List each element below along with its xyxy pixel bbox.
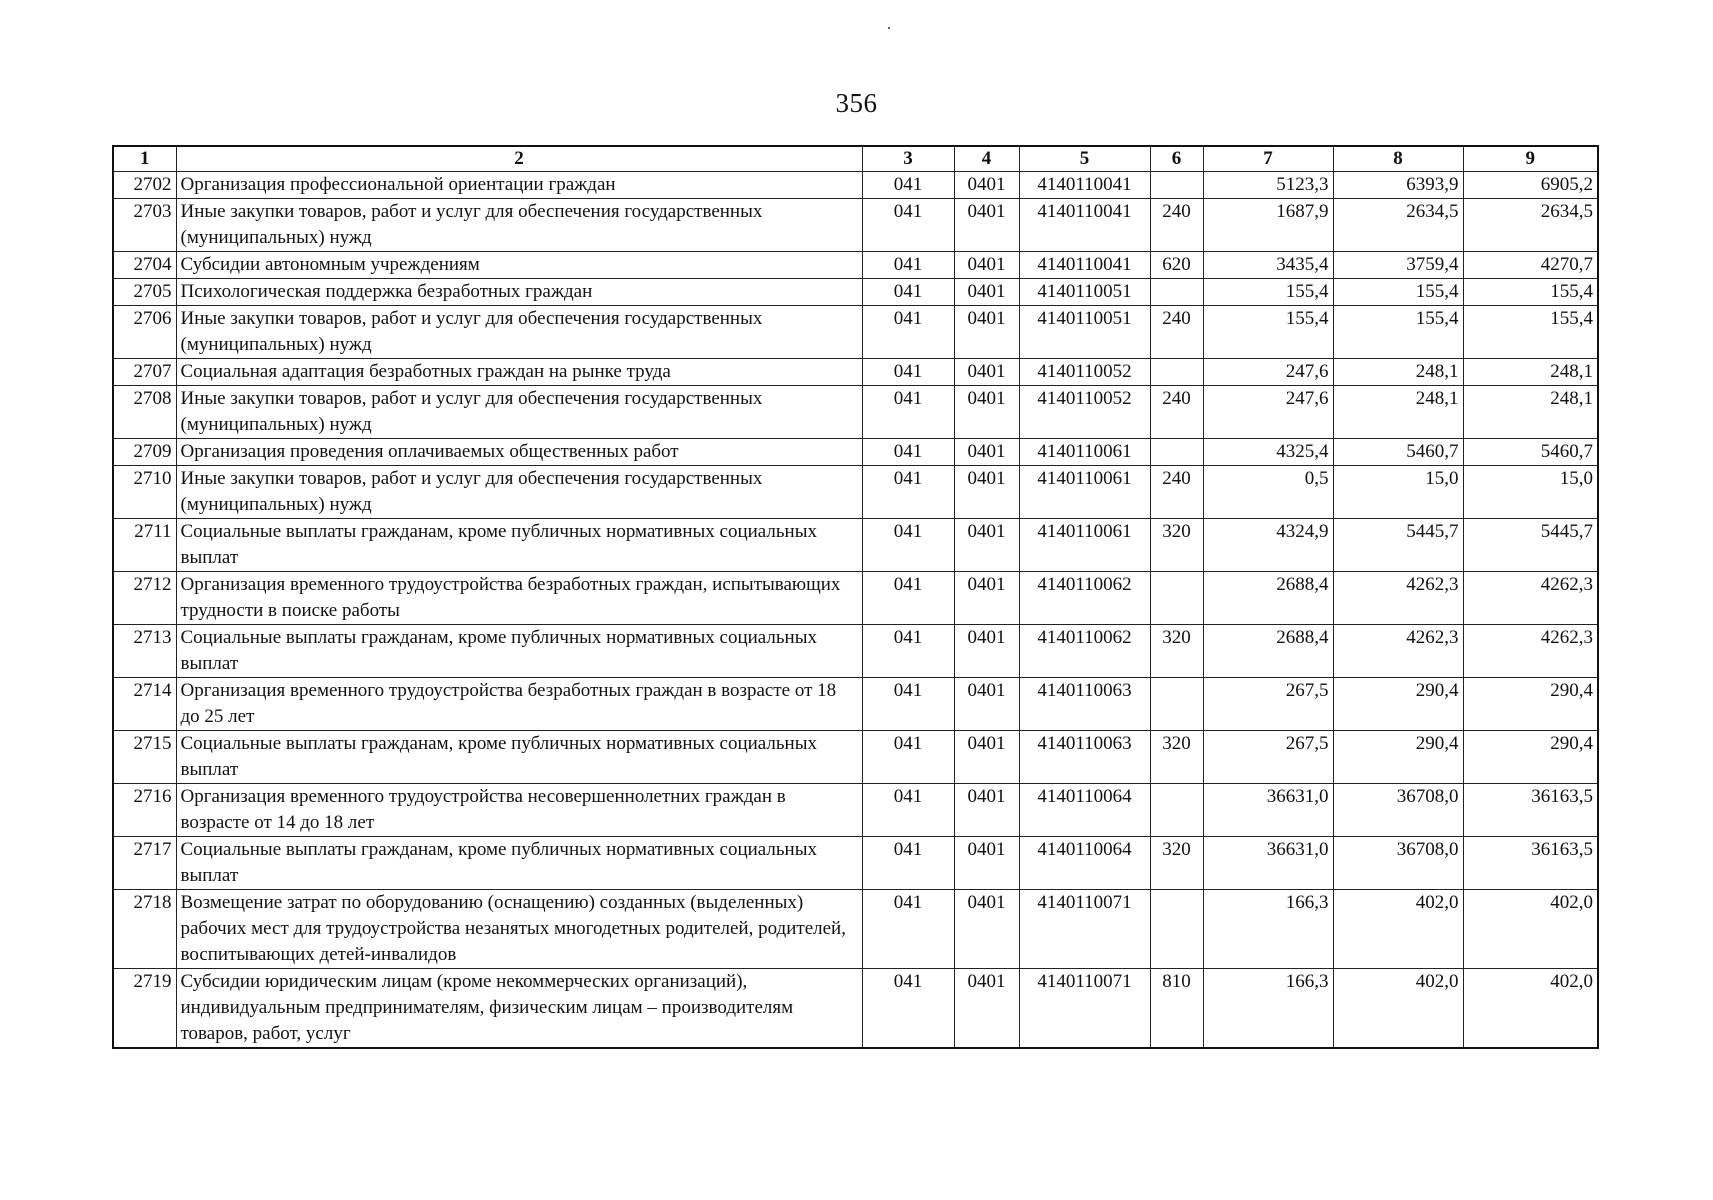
- target-article-code: 4140110052: [1019, 359, 1150, 386]
- scan-speck: [888, 27, 890, 29]
- amount-year-1: 155,4: [1203, 306, 1333, 359]
- amount-year-3: 290,4: [1463, 731, 1598, 784]
- amount-year-1: 0,5: [1203, 466, 1333, 519]
- header-col-4: 4: [954, 146, 1019, 172]
- expense-type-code: [1150, 172, 1203, 199]
- amount-year-3: 290,4: [1463, 678, 1598, 731]
- table-row: [113, 439, 1598, 466]
- amount-year-1: 267,5: [1203, 678, 1333, 731]
- amount-year-1: 36631,0: [1203, 784, 1333, 837]
- section-code: 0401: [954, 678, 1019, 731]
- amount-year-1: 5123,3: [1203, 172, 1333, 199]
- ministry-code: 041: [862, 731, 954, 784]
- row-description: Организация профессиональной ориентации граждан: [176, 172, 862, 199]
- ministry-code: 041: [862, 252, 954, 279]
- row-description: Иные закупки товаров, работ и услуг для обеспечения государственных (муниципальных) нужд: [176, 466, 862, 519]
- target-article-code: 4140110051: [1019, 306, 1150, 359]
- target-article-code: 4140110061: [1019, 519, 1150, 572]
- target-article-code: 4140110041: [1019, 199, 1150, 252]
- expense-type-code: [1150, 678, 1203, 731]
- row-description: Социальные выплаты гражданам, кроме публичных нормативных социальных выплат: [176, 625, 862, 678]
- section-code: 0401: [954, 199, 1019, 252]
- row-number: 2712: [113, 572, 176, 625]
- ministry-code: 041: [862, 572, 954, 625]
- amount-year-1: 155,4: [1203, 279, 1333, 306]
- table-row: [113, 678, 1598, 731]
- target-article-code: 4140110062: [1019, 625, 1150, 678]
- amount-year-1: 36631,0: [1203, 837, 1333, 890]
- row-description: Социальная адаптация безработных граждан на рынке труда: [176, 359, 862, 386]
- section-code: 0401: [954, 519, 1019, 572]
- table-row: [113, 731, 1598, 784]
- section-code: 0401: [954, 969, 1019, 1049]
- header-row: [113, 146, 1598, 172]
- section-code: 0401: [954, 466, 1019, 519]
- amount-year-2: 3759,4: [1333, 252, 1463, 279]
- header-col-8: 8: [1333, 146, 1463, 172]
- row-description: Иные закупки товаров, работ и услуг для обеспечения государственных (муниципальных) нужд: [176, 306, 862, 359]
- section-code: 0401: [954, 625, 1019, 678]
- row-description: Социальные выплаты гражданам, кроме публичных нормативных социальных выплат: [176, 519, 862, 572]
- expense-type-code: 320: [1150, 837, 1203, 890]
- target-article-code: 4140110061: [1019, 466, 1150, 519]
- header-col-6: 6: [1150, 146, 1203, 172]
- amount-year-1: 267,5: [1203, 731, 1333, 784]
- expense-type-code: [1150, 359, 1203, 386]
- section-code: 0401: [954, 386, 1019, 439]
- row-description: Субсидии юридическим лицам (кроме некоммерческих организаций), индивидуальным предпринимателям, физическим лицам – производителям товаров, работ, услуг: [176, 969, 862, 1049]
- table-body: [113, 172, 1598, 1049]
- amount-year-1: 247,6: [1203, 386, 1333, 439]
- amount-year-2: 5445,7: [1333, 519, 1463, 572]
- expense-type-code: 620: [1150, 252, 1203, 279]
- ministry-code: 041: [862, 784, 954, 837]
- ministry-code: 041: [862, 359, 954, 386]
- table-row: [113, 252, 1598, 279]
- amount-year-2: 402,0: [1333, 969, 1463, 1049]
- amount-year-3: 4262,3: [1463, 625, 1598, 678]
- target-article-code: 4140110063: [1019, 678, 1150, 731]
- amount-year-2: 290,4: [1333, 678, 1463, 731]
- target-article-code: 4140110051: [1019, 279, 1150, 306]
- row-number: 2704: [113, 252, 176, 279]
- header-col-1: 1: [113, 146, 176, 172]
- section-code: 0401: [954, 306, 1019, 359]
- row-description: Субсидии автономным учреждениям: [176, 252, 862, 279]
- row-number: 2719: [113, 969, 176, 1049]
- row-number: 2703: [113, 199, 176, 252]
- table-row: [113, 572, 1598, 625]
- ministry-code: 041: [862, 466, 954, 519]
- amount-year-3: 36163,5: [1463, 784, 1598, 837]
- expense-type-code: 320: [1150, 519, 1203, 572]
- row-number: 2718: [113, 890, 176, 969]
- row-description: Иные закупки товаров, работ и услуг для обеспечения государственных (муниципальных) нужд: [176, 386, 862, 439]
- table-row: [113, 466, 1598, 519]
- amount-year-3: 6905,2: [1463, 172, 1598, 199]
- amount-year-2: 2634,5: [1333, 199, 1463, 252]
- row-number: 2708: [113, 386, 176, 439]
- amount-year-2: 15,0: [1333, 466, 1463, 519]
- amount-year-2: 402,0: [1333, 890, 1463, 969]
- ministry-code: 041: [862, 519, 954, 572]
- amount-year-2: 36708,0: [1333, 784, 1463, 837]
- target-article-code: 4140110063: [1019, 731, 1150, 784]
- amount-year-3: 4262,3: [1463, 572, 1598, 625]
- amount-year-1: 166,3: [1203, 890, 1333, 969]
- amount-year-3: 248,1: [1463, 386, 1598, 439]
- row-number: 2711: [113, 519, 176, 572]
- ministry-code: 041: [862, 279, 954, 306]
- amount-year-1: 4324,9: [1203, 519, 1333, 572]
- section-code: 0401: [954, 572, 1019, 625]
- row-number: 2710: [113, 466, 176, 519]
- table-row: [113, 306, 1598, 359]
- expense-type-code: 810: [1150, 969, 1203, 1049]
- expense-type-code: 240: [1150, 466, 1203, 519]
- amount-year-3: 248,1: [1463, 359, 1598, 386]
- section-code: 0401: [954, 784, 1019, 837]
- row-description: Иные закупки товаров, работ и услуг для обеспечения государственных (муниципальных) нужд: [176, 199, 862, 252]
- row-number: 2707: [113, 359, 176, 386]
- header-col-7: 7: [1203, 146, 1333, 172]
- row-number: 2705: [113, 279, 176, 306]
- row-description: Организация временного трудоустройства несовершеннолетних граждан в возрасте от 14 до 18 лет: [176, 784, 862, 837]
- page-number: 356: [835, 88, 878, 118]
- ministry-code: 041: [862, 172, 954, 199]
- row-description: Социальные выплаты гражданам, кроме публичных нормативных социальных выплат: [176, 731, 862, 784]
- amount-year-1: 166,3: [1203, 969, 1333, 1049]
- row-number: 2713: [113, 625, 176, 678]
- target-article-code: 4140110052: [1019, 386, 1150, 439]
- target-article-code: 4140110071: [1019, 890, 1150, 969]
- amount-year-3: 4270,7: [1463, 252, 1598, 279]
- ministry-code: 041: [862, 678, 954, 731]
- row-number: 2714: [113, 678, 176, 731]
- amount-year-3: 402,0: [1463, 969, 1598, 1049]
- amount-year-3: 5445,7: [1463, 519, 1598, 572]
- table-row: [113, 199, 1598, 252]
- header-col-3: 3: [862, 146, 954, 172]
- ministry-code: 041: [862, 837, 954, 890]
- amount-year-2: 5460,7: [1333, 439, 1463, 466]
- amount-year-1: 247,6: [1203, 359, 1333, 386]
- amount-year-2: 36708,0: [1333, 837, 1463, 890]
- section-code: 0401: [954, 172, 1019, 199]
- table-row: [113, 359, 1598, 386]
- section-code: 0401: [954, 890, 1019, 969]
- table-row: [113, 386, 1598, 439]
- expense-type-code: [1150, 279, 1203, 306]
- row-description: Возмещение затрат по оборудованию (оснащению) созданных (выделенных) рабочих мест для трудоустройства незанятых многодетных родителей, родителей, воспитывающих детей-инвалидов: [176, 890, 862, 969]
- amount-year-2: 155,4: [1333, 279, 1463, 306]
- expense-type-code: 240: [1150, 199, 1203, 252]
- amount-year-1: 2688,4: [1203, 625, 1333, 678]
- section-code: 0401: [954, 439, 1019, 466]
- target-article-code: 4140110062: [1019, 572, 1150, 625]
- expense-type-code: [1150, 784, 1203, 837]
- row-description: Организация временного трудоустройства безработных граждан в возрасте от 18 до 25 лет: [176, 678, 862, 731]
- amount-year-2: 290,4: [1333, 731, 1463, 784]
- section-code: 0401: [954, 252, 1019, 279]
- row-description: Организация временного трудоустройства безработных граждан, испытывающих трудности в поиске работы: [176, 572, 862, 625]
- row-description: Социальные выплаты гражданам, кроме публичных нормативных социальных выплат: [176, 837, 862, 890]
- amount-year-3: 155,4: [1463, 306, 1598, 359]
- section-code: 0401: [954, 359, 1019, 386]
- ministry-code: 041: [862, 969, 954, 1049]
- amount-year-1: 4325,4: [1203, 439, 1333, 466]
- row-description: Психологическая поддержка безработных граждан: [176, 279, 862, 306]
- budget-table: [112, 145, 1599, 1049]
- ministry-code: 041: [862, 306, 954, 359]
- table-row: [113, 837, 1598, 890]
- amount-year-3: 2634,5: [1463, 199, 1598, 252]
- table-row: [113, 969, 1598, 1049]
- amount-year-1: 2688,4: [1203, 572, 1333, 625]
- amount-year-2: 4262,3: [1333, 625, 1463, 678]
- amount-year-2: 6393,9: [1333, 172, 1463, 199]
- amount-year-1: 1687,9: [1203, 199, 1333, 252]
- ministry-code: 041: [862, 890, 954, 969]
- row-description: Организация проведения оплачиваемых общественных работ: [176, 439, 862, 466]
- amount-year-1: 3435,4: [1203, 252, 1333, 279]
- header-col-2: 2: [176, 146, 862, 172]
- expense-type-code: 320: [1150, 731, 1203, 784]
- target-article-code: 4140110061: [1019, 439, 1150, 466]
- row-number: 2706: [113, 306, 176, 359]
- target-article-code: 4140110071: [1019, 969, 1150, 1049]
- row-number: 2715: [113, 731, 176, 784]
- amount-year-3: 155,4: [1463, 279, 1598, 306]
- amount-year-2: 248,1: [1333, 386, 1463, 439]
- expense-type-code: [1150, 572, 1203, 625]
- table-row: [113, 625, 1598, 678]
- table-row: [113, 890, 1598, 969]
- amount-year-2: 155,4: [1333, 306, 1463, 359]
- target-article-code: 4140110064: [1019, 784, 1150, 837]
- section-code: 0401: [954, 279, 1019, 306]
- row-number: 2709: [113, 439, 176, 466]
- section-code: 0401: [954, 731, 1019, 784]
- row-number: 2702: [113, 172, 176, 199]
- target-article-code: 4140110064: [1019, 837, 1150, 890]
- ministry-code: 041: [862, 199, 954, 252]
- amount-year-3: 36163,5: [1463, 837, 1598, 890]
- expense-type-code: 240: [1150, 386, 1203, 439]
- expense-type-code: [1150, 439, 1203, 466]
- amount-year-3: 402,0: [1463, 890, 1598, 969]
- section-code: 0401: [954, 837, 1019, 890]
- table-row: [113, 519, 1598, 572]
- expense-type-code: 320: [1150, 625, 1203, 678]
- row-number: 2716: [113, 784, 176, 837]
- table-row: [113, 784, 1598, 837]
- expense-type-code: [1150, 890, 1203, 969]
- row-number: 2717: [113, 837, 176, 890]
- expense-type-code: 240: [1150, 306, 1203, 359]
- target-article-code: 4140110041: [1019, 172, 1150, 199]
- amount-year-2: 4262,3: [1333, 572, 1463, 625]
- ministry-code: 041: [862, 386, 954, 439]
- amount-year-2: 248,1: [1333, 359, 1463, 386]
- amount-year-3: 15,0: [1463, 466, 1598, 519]
- header-col-5: 5: [1019, 146, 1150, 172]
- target-article-code: 4140110041: [1019, 252, 1150, 279]
- ministry-code: 041: [862, 625, 954, 678]
- ministry-code: 041: [862, 439, 954, 466]
- header-col-9: 9: [1463, 146, 1598, 172]
- amount-year-3: 5460,7: [1463, 439, 1598, 466]
- table-row: [113, 279, 1598, 306]
- table-row: [113, 172, 1598, 199]
